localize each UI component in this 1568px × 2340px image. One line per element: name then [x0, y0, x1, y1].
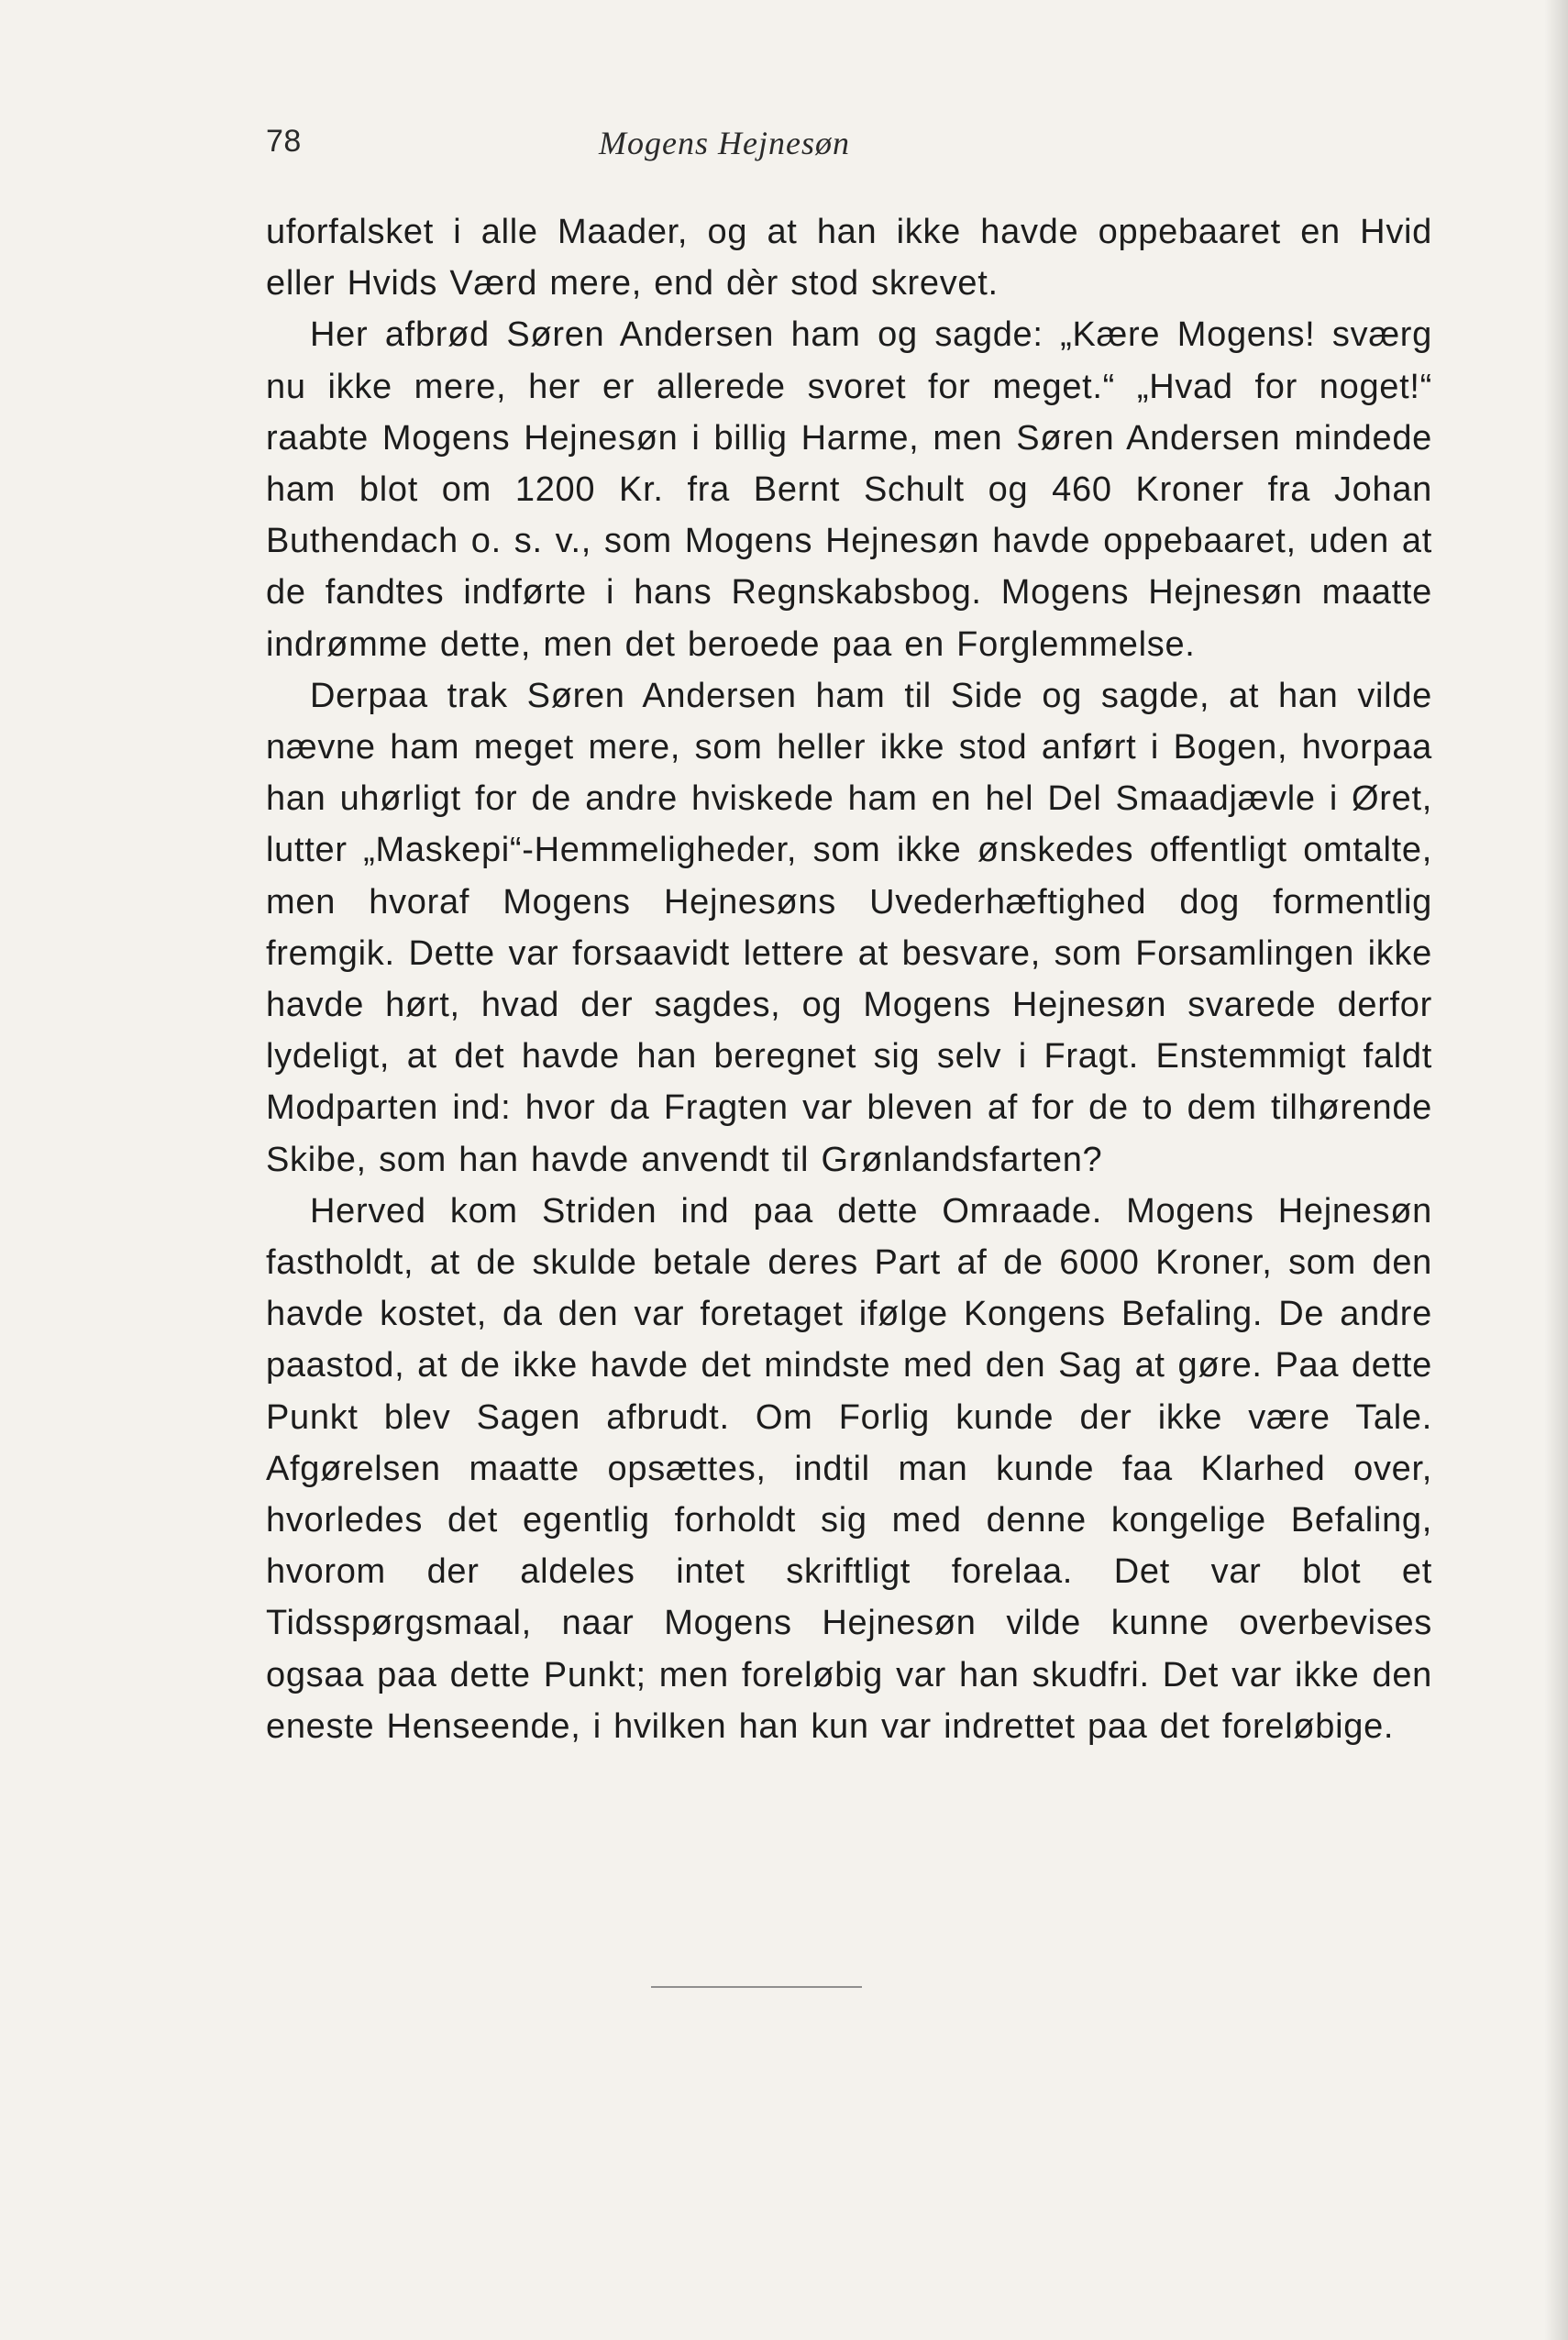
page-edge-shadow [1544, 0, 1568, 2340]
paragraph: Her afbrød Søren Andersen ham og sagde: „Kære Mogens! sværg nu ikke mere, her er allerede svoret for meget.“ „Hvad for noget!“ raabte Mogens Hejnesøn i billig Harme, men Søren Andersen mindede ham blot om 1200 Kr. fra Bernt Schult og 460 Kroner fra Johan Buthendach o. s. v., som Mogens Hejnesøn havde oppebaaret, uden at de fandtes indførte i hans Regnskabsbog. Mogens Hejnesøn maatte indrømme dette, men det beroede paa en Forglemmelse. [266, 315, 1432, 664]
paragraph: Herved kom Striden ind paa dette Omraade. Mogens Hejnesøn fastholdt, at de skulde betale deres Part af de 6000 Kroner, som den havde kostet, da den var foretaget ifølge Kongens Befaling. De andre paastod, at de ikke havde det mindste med den Sag at gøre. Paa dette Punkt blev Sagen afbrudt. Om Forlig kunde der ikke være Tale. Afgørelsen maatte opsættes, indtil man kunde faa Klarhed over, hvorledes det egentlig forholdt sig med denne kongelige Befaling, hvorom der aldeles intet skriftligt forelaa. Det var blot et Tidsspørgsmaal, naar Mogens Hejnesøn vilde kunne overbevises ogsaa paa dette Punkt; men foreløbig var han skudfri. Det var ikke den eneste Henseende, i hvilken han kun var indrettet paa det foreløbige. [266, 1191, 1432, 1746]
page-header [266, 124, 1430, 170]
running-title: Mogens Hejnesøn [599, 125, 850, 161]
section-end-rule [651, 1986, 862, 1988]
paragraph: uforfalsket i alle Maader, og at han ikke havde oppebaaret en Hvid eller Hvids Værd mere, end dèr stod skrevet. [266, 213, 1432, 304]
paragraph: Derpaa trak Søren Andersen ham til Side og sagde, at han vilde nævne ham meget mere, som heller ikke stod anført i Bogen, hvorpaa han uhørligt for de andre hviskede ham en hel Del Smaadjævle i Øret, lutter „Maskepi“-Hemmeligheder, som ikke ønskedes offentligt omtalte, men hvoraf Mogens Hejnesøns Uvederhæftighed dog formentlig fremgik. Dette var forsaavidt lettere at besvare, som Forsamlingen ikke havde hørt, hvad der sagdes, og Mogens Hejnesøn svarede derfor lydeligt, at det havde han beregnet sig selv i Fragt. Enstemmigt faldt Modparten ind: hvor da Fragten var bleven af for de to dem tilhørende Skibe, som han havde anvendt til Grønlandsfarten? [266, 676, 1432, 1179]
page-number: 78 [266, 124, 302, 159]
body-text [266, 206, 1432, 1752]
